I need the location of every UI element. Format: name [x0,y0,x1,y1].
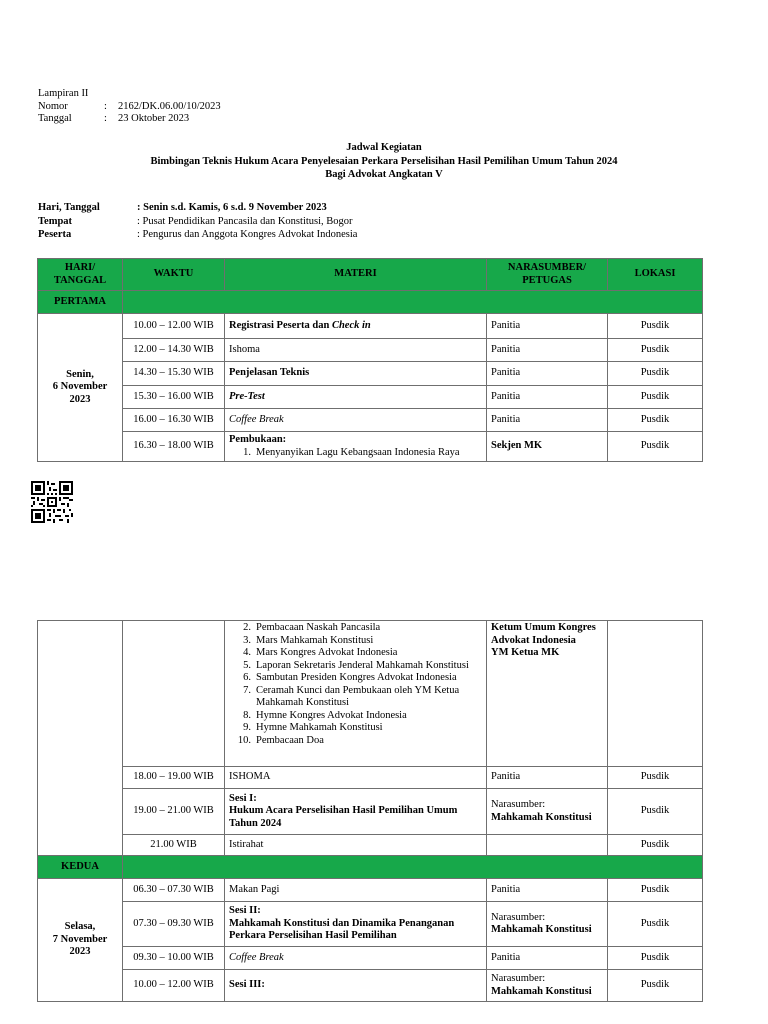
day-date: 6 November 2023 [52,381,108,405]
title-line-1: Jadwal Kegiatan [346,142,422,153]
table-row [38,386,703,409]
lokasi-cell: Pusdik [608,386,703,409]
tanggal-row [38,113,221,126]
header-lokasi: LOKASI [608,259,703,291]
table-row [38,409,703,432]
list-item-text: Menyanyikan Lagu Kebangsaan Indonesia Raya [256,446,460,458]
nomor-label: Nomor [38,100,68,112]
list-item-number: 10. [237,734,251,746]
table-row [38,879,703,902]
list-item-text: Ceramah Kunci dan Pembukaan oleh YM Ketua Mahkamah Konstitusi [256,684,460,708]
day-name: Selasa, [64,921,96,933]
waktu-cell: 09.30 – 10.00 WIB [123,947,225,970]
lokasi-cell: Pusdik [608,362,703,386]
list-item-number: 5. [243,659,251,671]
list-item [229,447,482,460]
materi-cell: Pre-Test [225,386,487,409]
narasumber-name: Mahkamah Konstitusi [491,985,592,997]
tanggal-value: 23 Oktober 2023 [118,113,190,124]
materi-list [229,447,482,460]
day-label-kedua: KEDUA [38,856,123,879]
tanggal-label: Tanggal [38,113,72,124]
waktu-cell: 16.30 – 18.00 WIB [123,432,225,462]
day-section-row [38,856,703,879]
list-item-text: Sambutan Presiden Kongres Advokat Indonesia [256,672,457,683]
materi-cell [225,902,487,947]
table-row [38,362,703,386]
narasumber-cell [487,835,608,856]
sesi-label: Sesi I: [229,792,257,804]
waktu-cell: 14.30 – 15.30 WIB [123,362,225,386]
list-item [229,722,482,735]
peserta-label: Peserta [38,229,72,240]
list-item-number: 1. [243,446,251,458]
day-date-cell [38,879,123,1002]
table-row [38,947,703,970]
header-materi: MATERI [225,259,487,291]
list-item-number: 4. [243,647,251,658]
narasumber-cell [487,621,608,767]
narasumber-cell: Panitia [487,362,608,386]
waktu-cell: 06.30 – 07.30 WIB [123,879,225,902]
narasumber-cell: Panitia [487,947,608,970]
schedule-table-part-1 [37,258,703,462]
day-name: Senin, [66,368,94,380]
schedule-table-part-2 [37,620,703,1002]
materi-cell: Sesi III: [225,970,487,1002]
list-item [229,672,482,685]
sesi-title: Hukum Acara Perselisihan Hasil Pemilihan Umum Tahun 2024 [229,805,458,829]
list-item [229,735,482,748]
day-section-row [38,291,703,314]
list-item-number: 8. [243,709,251,721]
table-row [38,835,703,856]
narasumber-cell: Panitia [487,339,608,362]
narasumber-cell: Panitia [487,409,608,432]
info-row-peserta [38,228,357,242]
list-item [229,622,482,635]
list-item-number: 2. [243,622,251,633]
list-item [229,660,482,673]
sesi-title: Mahkamah Konstitusi dan Dinamika Penanganan Perkara Perselisihan Hasil Pemilihan [229,917,455,942]
list-item-number: 3. [243,634,251,646]
waktu-cell: 12.00 – 14.30 WIB [123,339,225,362]
lokasi-cell: Pusdik [608,409,703,432]
narasumber-cell: Panitia [487,767,608,789]
materi-cell: Coffee Break [225,947,487,970]
list-item-text: Pembacaan Doa [256,734,324,746]
day-date-cell [38,621,123,856]
list-item-text: Mars Mahkamah Konstitusi [256,634,374,646]
list-item [229,685,482,710]
waktu-cell: 19.00 – 21.00 WIB [123,789,225,835]
list-item-text: Pembacaan Naskah Pancasila [256,622,381,633]
lokasi-cell: Pusdik [608,767,703,789]
materi-cell: ISHOMA [225,767,487,789]
narasumber-cell: Panitia [487,314,608,339]
table-row [38,970,703,1002]
lokasi-cell: Pusdik [608,970,703,1002]
narasumber-cell [487,789,608,835]
title-line-2: Bimbingan Teknis Hukum Acara Penyelesaian Perkara Perselisihan Hasil Pemilihan Umum Tahun 2024 [150,155,618,167]
waktu-cell: 15.30 – 16.00 WIB [123,386,225,409]
day-label-pertama: PERTAMA [38,291,123,314]
colon: : [104,100,107,112]
lokasi-cell: Pusdik [608,835,703,856]
table-row [38,621,703,767]
header-waktu: WAKTU [123,259,225,291]
materi-cell: Penjelasan Teknis [225,362,487,386]
table-row [38,789,703,835]
info-row-tempat [38,215,357,229]
list-item-text: Mars Kongres Advokat Indonesia [256,647,398,658]
list-item [229,710,482,723]
narasumber-label: Narasumber: [491,799,546,810]
list-item [229,647,482,660]
narasumber-cell: Sekjen MK [487,432,608,462]
list-item-number: 6. [243,672,251,683]
lokasi-cell: Pusdik [608,432,703,462]
lokasi-cell: Pusdik [608,314,703,339]
narasumber-1: Ketum Umum Kongres Advokat Indonesia [491,622,596,646]
info-row-hari [38,201,357,215]
waktu-cell: 07.30 – 09.30 WIB [123,902,225,947]
lokasi-cell: Pusdik [608,879,703,902]
letter-meta [38,88,221,126]
sesi-label: Sesi II: [229,905,261,917]
waktu-cell: 10.00 – 12.00 WIB [123,314,225,339]
materi-cell [225,314,487,339]
table-row [38,314,703,339]
table-row [38,767,703,789]
table-row [38,432,703,462]
materi-cell: Istirahat [225,835,487,856]
list-item-number: 9. [243,722,251,733]
colon: : [104,113,107,124]
list-item-text: Hymne Kongres Advokat Indonesia [256,709,407,721]
waktu-cell: 10.00 – 12.00 WIB [123,970,225,1002]
waktu-cell: 18.00 – 19.00 WIB [123,767,225,789]
table-row [38,339,703,362]
materi-cell [225,621,487,767]
narasumber-cell: Panitia [487,879,608,902]
materi-text: Registrasi Peserta dan [229,319,332,331]
waktu-cell: 21.00 WIB [123,835,225,856]
table-row [38,902,703,947]
nomor-row [38,101,221,114]
narasumber-cell [487,970,608,1002]
narasumber-name: Mahkamah Konstitusi [491,811,592,823]
title-line-3: Bagi Advokat Angkatan V [325,169,443,180]
lokasi-cell: Pusdik [608,339,703,362]
narasumber-cell [487,902,608,947]
hari-value: : Senin s.d. Kamis, 6 s.d. 9 November 2023 [137,202,327,213]
day-date-cell [38,314,123,462]
materi-cell: Makan Pagi [225,879,487,902]
section-filler [123,856,703,879]
materi-title: Pembukaan: [229,434,287,445]
waktu-cell [123,621,225,767]
lokasi-cell: Pusdik [608,902,703,947]
list-item [229,635,482,648]
lokasi-cell: Pusdik [608,789,703,835]
nomor-value: 2162/DK.06.00/10/2023 [118,100,221,112]
event-info [38,201,357,242]
tempat-value: : Pusat Pendidikan Pancasila dan Konstitusi, Bogor [137,215,353,227]
narasumber-2: YM Ketua MK [491,647,560,658]
materi-text-italic: Check in [331,319,371,331]
materi-cell: Ishoma [225,339,487,362]
lokasi-cell [608,621,703,767]
materi-cell: Coffee Break [225,409,487,432]
narasumber-label: Narasumber: [491,911,546,923]
materi-cell [225,432,487,462]
section-filler [123,291,703,314]
qr-code-icon [31,481,73,523]
narasumber-name: Mahkamah Konstitusi [491,924,592,935]
waktu-cell: 16.00 – 16.30 WIB [123,409,225,432]
header-narasumber: NARASUMBER/ PETUGAS [487,259,608,291]
lokasi-cell: Pusdik [608,947,703,970]
document-title [0,141,768,182]
narasumber-label: Narasumber: [491,973,546,984]
list-item-text: Hymne Mahkamah Konstitusi [256,722,383,733]
narasumber-cell: Panitia [487,386,608,409]
materi-list [229,622,482,747]
list-item-text: Laporan Sekretaris Jenderal Mahkamah Konstitusi [256,659,469,671]
header-hari: HARI/ TANGGAL [38,259,123,291]
tempat-label: Tempat [38,215,73,227]
hari-label: Hari, Tanggal [38,202,100,213]
materi-cell [225,789,487,835]
day-date: 7 November 2023 [52,933,108,958]
list-item-number: 7. [243,684,251,696]
lampiran-label: Lampiran II [38,88,89,99]
table-header-row [38,259,703,291]
peserta-value: : Pengurus dan Anggota Kongres Advokat Indonesia [137,229,358,240]
